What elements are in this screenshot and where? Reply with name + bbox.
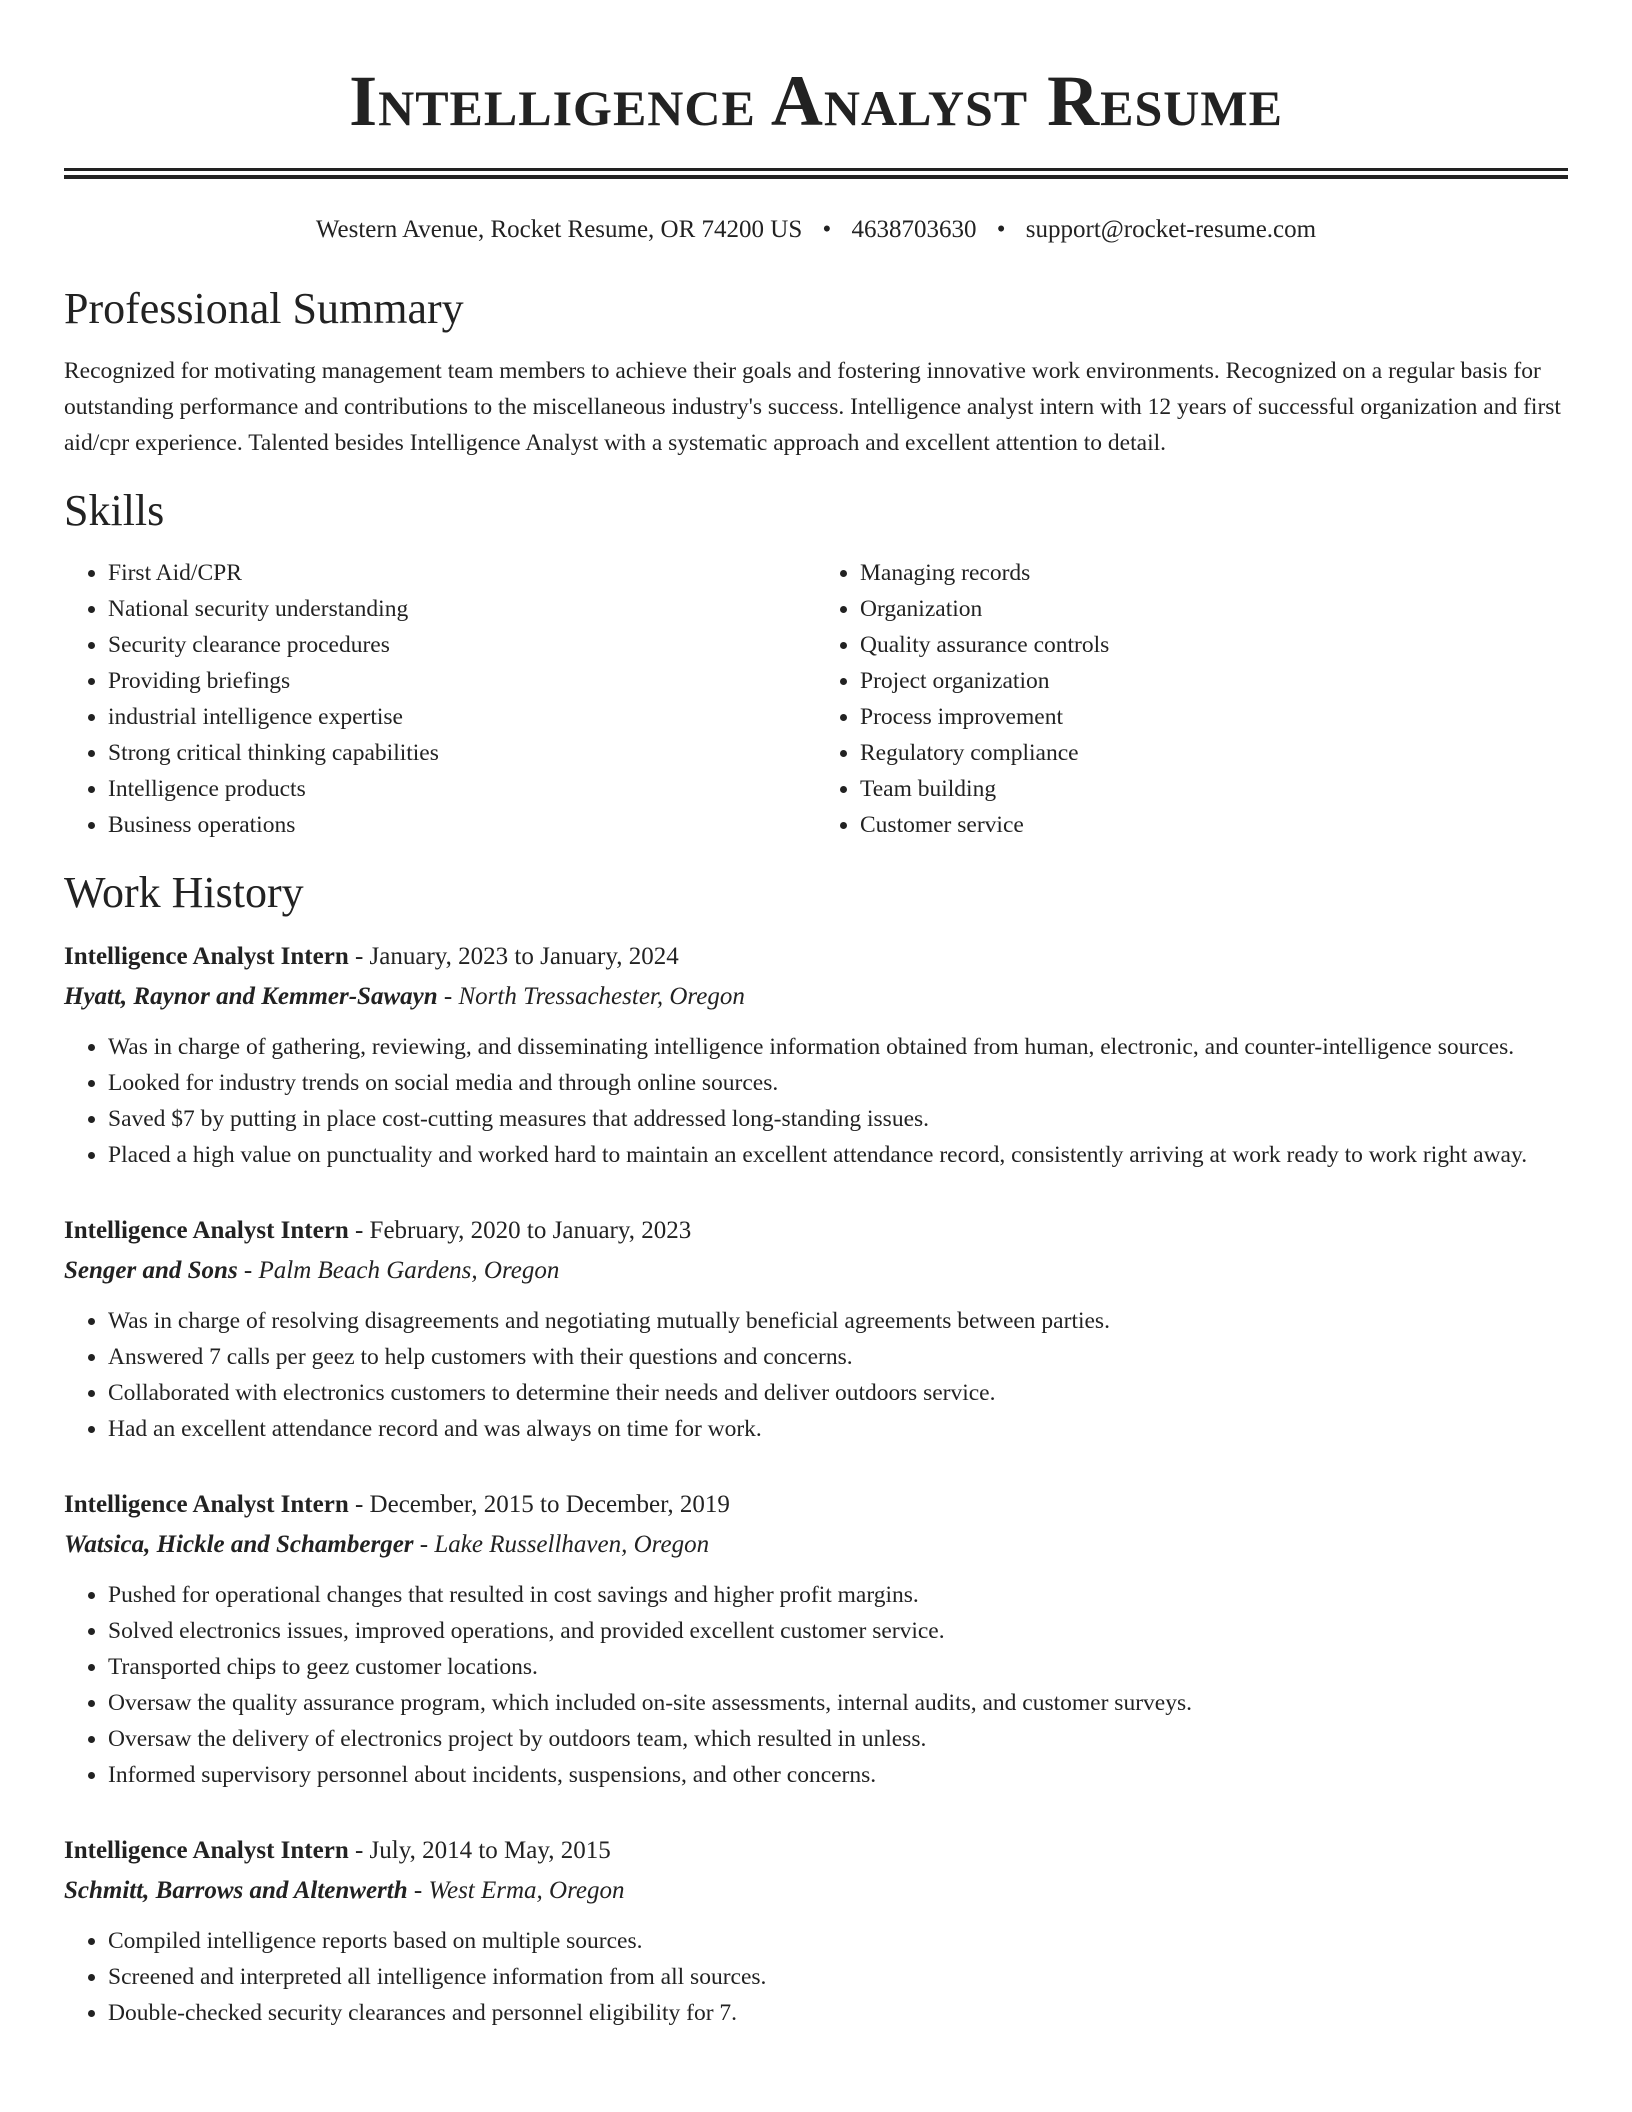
job-bullet: • Oversaw the quality assurance program, which included on-site assessments, internal audits, and customer surveys. — [108, 1685, 1568, 1721]
title-divider — [64, 168, 1568, 179]
skill-item: • National security understanding — [108, 591, 816, 627]
summary-heading: Professional Summary — [64, 284, 464, 333]
job-title: Intelligence Analyst Intern — [64, 1837, 349, 1864]
job-location: - Lake Russellhaven, Oregon — [413, 1531, 710, 1558]
job-bullet: • Was in charge of resolving disagreements and negotiating mutually beneficial agreements between parties. — [108, 1303, 1568, 1339]
job-location: - Palm Beach Gardens, Oregon — [237, 1257, 560, 1284]
job-bullet: • Saved $7 by putting in place cost-cutting measures that addressed long-standing issues. — [108, 1101, 1568, 1137]
skills-columns — [64, 555, 1568, 843]
job-entry — [64, 937, 1568, 1173]
job-bullets — [64, 1577, 1568, 1793]
skills-heading: Skills — [64, 486, 165, 535]
resume-title: Intelligence Analyst Resume — [349, 61, 1283, 141]
skill-item: • Regulatory compliance — [860, 735, 1568, 771]
job-dates: - July, 2014 to May, 2015 — [348, 1837, 611, 1864]
contact-address: Western Avenue, Rocket Resume, OR 74200 US — [315, 216, 803, 243]
skill-item: • Team building — [860, 771, 1568, 807]
job-company: Hyatt, Raynor and Kemmer-Sawayn — [64, 983, 438, 1010]
job-bullets — [64, 1923, 1568, 2031]
skill-item: • Organization — [860, 591, 1568, 627]
job-location: - West Erma, Oregon — [407, 1877, 625, 1904]
skills-list-left — [64, 555, 816, 843]
job-bullet: • Compiled intelligence reports based on multiple sources. — [108, 1923, 1568, 1959]
job-company-line — [64, 1251, 1568, 1291]
job-bullet: • Informed supervisory personnel about incidents, suspensions, and other concerns. — [108, 1757, 1568, 1793]
job-company: Senger and Sons — [64, 1257, 238, 1284]
job-bullet: • Was in charge of gathering, reviewing, and disseminating intelligence information obtained from human, electronic, and counter-intelligence sources. — [108, 1029, 1568, 1065]
skill-item: • Quality assurance controls — [860, 627, 1568, 663]
skills-list-right — [816, 555, 1568, 843]
job-title: Intelligence Analyst Intern — [64, 1491, 349, 1518]
skill-item: • Business operations — [108, 807, 816, 843]
skill-item: • Strong critical thinking capabilities — [108, 735, 816, 771]
job-bullet: • Answered 7 calls per geez to help customers with their questions and concerns. — [108, 1339, 1568, 1375]
job-title-line — [64, 1485, 1568, 1525]
contact-email: support@rocket-resume.com — [1025, 216, 1317, 243]
skill-item: • Process improvement — [860, 699, 1568, 735]
job-dates: - January, 2023 to January, 2024 — [348, 943, 679, 970]
job-entry — [64, 1211, 1568, 1447]
job-company-line — [64, 977, 1568, 1017]
job-dates: - December, 2015 to December, 2019 — [348, 1491, 730, 1518]
job-bullet: • Had an excellent attendance record and was always on time for work. — [108, 1411, 1568, 1447]
job-title-line — [64, 1211, 1568, 1251]
job-bullets — [64, 1303, 1568, 1447]
skill-item: • First Aid/CPR — [108, 555, 816, 591]
skill-item: • Project organization — [860, 663, 1568, 699]
job-title: Intelligence Analyst Intern — [64, 943, 349, 970]
job-bullet: • Transported chips to geez customer locations. — [108, 1649, 1568, 1685]
job-title: Intelligence Analyst Intern — [64, 1217, 349, 1244]
job-bullet: • Pushed for operational changes that resulted in cost savings and higher profit margins. — [108, 1577, 1568, 1613]
job-dates: - February, 2020 to January, 2023 — [348, 1217, 692, 1244]
job-company-line — [64, 1871, 1568, 1911]
job-bullet: • Solved electronics issues, improved operations, and provided excellent customer service. — [108, 1613, 1568, 1649]
skill-item: • industrial intelligence expertise — [108, 699, 816, 735]
job-bullet: • Placed a high value on punctuality and worked hard to maintain an excellent attendance record, consistently arriving at work ready to work right away. — [108, 1137, 1568, 1173]
job-bullets — [64, 1029, 1568, 1173]
contact-separator: • — [822, 216, 832, 243]
summary-text: Recognized for motivating management team members to achieve their goals and fostering innovative work environments. Recognized on a regular basis for outstanding performance and contributions to the miscellaneous industry's success. Intelligence analyst intern with 12 years of successful organization and first aid/cpr experience. Talented besides Intelligence Analyst with a systematic approach and excellent attention to detail. — [64, 358, 1561, 456]
job-company-line — [64, 1525, 1568, 1565]
job-entry — [64, 1485, 1568, 1793]
job-title-line — [64, 1831, 1568, 1871]
work-history-list — [64, 937, 1568, 2031]
job-title-line — [64, 937, 1568, 977]
contact-phone: 4638703630 — [851, 216, 977, 243]
job-bullet: • Double-checked security clearances and personnel eligibility for 7. — [108, 1995, 1568, 2031]
contact-separator: • — [996, 216, 1006, 243]
skill-item: • Intelligence products — [108, 771, 816, 807]
skill-item: • Customer service — [860, 807, 1568, 843]
job-bullet: • Looked for industry trends on social media and through online sources. — [108, 1065, 1568, 1101]
job-bullet: • Screened and interpreted all intelligence information from all sources. — [108, 1959, 1568, 1995]
skill-item: • Security clearance procedures — [108, 627, 816, 663]
contact-line — [64, 215, 1568, 245]
job-entry — [64, 1831, 1568, 2031]
skill-item: • Providing briefings — [108, 663, 816, 699]
job-location: - North Tressachester, Oregon — [437, 983, 745, 1010]
skill-item: • Managing records — [860, 555, 1568, 591]
job-bullet: • Collaborated with electronics customers to determine their needs and deliver outdoors service. — [108, 1375, 1568, 1411]
job-company: Watsica, Hickle and Schamberger — [64, 1531, 414, 1558]
job-company: Schmitt, Barrows and Altenwerth — [64, 1877, 408, 1904]
work-history-heading: Work History — [64, 868, 304, 917]
job-bullet: • Oversaw the delivery of electronics project by outdoors team, which resulted in unless. — [108, 1721, 1568, 1757]
